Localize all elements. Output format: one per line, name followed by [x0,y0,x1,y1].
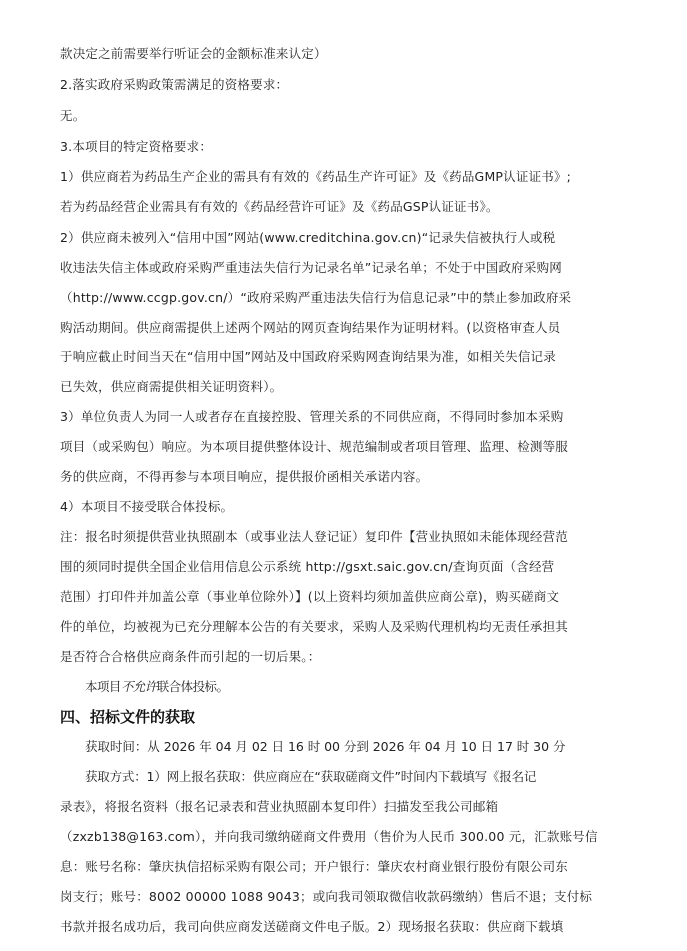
text-line: 1）供应商若为药品生产企业的需具有有效的《药品生产许可证》及《药品GMP认证证书》; [60,169,572,184]
section-heading: 四、招标文件的获取 [60,708,196,726]
text-line: 获取时间：从 2026 年 04 月 02 日 16 时 00 分到 2026 年 04 月 10 日 17 时 30 分 [85,739,566,754]
text-line: （http://www.ccgp.gov.cn/）“政府采购严重违法失信行为信息记录”中的禁止参加政府采 [60,290,572,305]
consortium-suffix: 联合体投标。 [156,679,229,694]
text-line: 款决定之前需要举行听证会的金额标准来认定） [60,46,327,61]
text-line: 购活动期间。供应商需提供上述两个网站的网页查询结果作为证明材料。(以资格审查人员 [60,320,561,335]
text-line: 于响应截止时间当天在“信用中国”网站及中国政府采购网查询结果为准，如相关失信记录 [60,349,556,364]
text-line: 3）单位负责人为同一人或者存在直接控股、管理关系的不同供应商，不得同时参加本采购 [60,409,564,424]
text-line: 件的单位，均被视为已充分理解本公告的有关要求，采购人及采购代理机构均无责任承担其 [60,619,569,634]
text-line: （zxzb138@163.com），并向我司缴纳磋商文件费用（售价为人民币 300.00 元，汇款账号信 [60,829,598,844]
text-line: 书款并报名成功后，我司向供应商发送磋商文件电子版。2）现场报名获取：供应商下载填 [60,919,564,934]
text-line: 若为药品经营企业需具有有效的《药品经营许可证》及《药品GSP认证证书》。 [60,199,499,214]
text-line: 4）本项目不接受联合体投标。 [60,499,234,514]
text-line: 息：账号名称：肇庆执信招标采购有限公司；开户银行：肇庆农村商业银行股份有限公司东 [60,859,569,874]
text-line: 务的供应商，不得再参与本项目响应，提供报价函相关承诺内容。 [60,469,429,484]
text-line: 围的须同时提供全国企业信用信息公示系统 http://gsxt.saic.gov.cn/查询页面（含经营 [60,559,555,574]
text-line: 范围）打印件并加盖公章（事业单位除外）】(以上资料均须加盖供应商公章)，购买磋商文 [60,589,560,604]
text-line: 2.落实政府采购政策需满足的资格要求： [60,77,289,92]
text-line: 收违法失信主体或政府采购严重违法失信行为记录名单”记录名单；不处于中国政府采购网 [60,260,562,275]
text-line: 是否符合合格供应商条件而引起的一切后果。： [60,649,321,664]
text-line: 无。 [60,108,86,123]
text-line: 岗支行；账号：8002 00000 1088 9043；或向我司领取微信收款码缴纳）售后不退；支付标 [60,889,593,904]
text-line: 获取方式：1）网上报名获取：供应商应在“获取磋商文件”时间内下载填写《报名记 [85,769,537,784]
consortium-prefix: 本项目 [85,679,121,694]
text-line: 注：报名时须提供营业执照副本（或事业法人登记证）复印件【营业执照如未能体现经营范 [60,529,569,544]
consortium-emphasis: 不允许 [120,679,157,694]
text-line: 3.本项目的特定资格要求： [60,139,213,154]
text-line: 2）供应商未被列入“信用中国”网站(www.creditchina.gov.cn)“记录失信被执行人或税 [60,230,556,245]
text-line: 项目（或采购包）响应。为本项目提供整体设计、规范编制或者项目管理、监理、检测等服 [60,439,569,454]
text-line: 已失效，供应商需提供相关证明资料）。 [60,379,283,394]
text-line: 录表》，将报名资料（报名记录表和营业执照副本复印件）扫描发至我公司邮箱 [60,799,499,814]
consortium-line [85,678,645,696]
